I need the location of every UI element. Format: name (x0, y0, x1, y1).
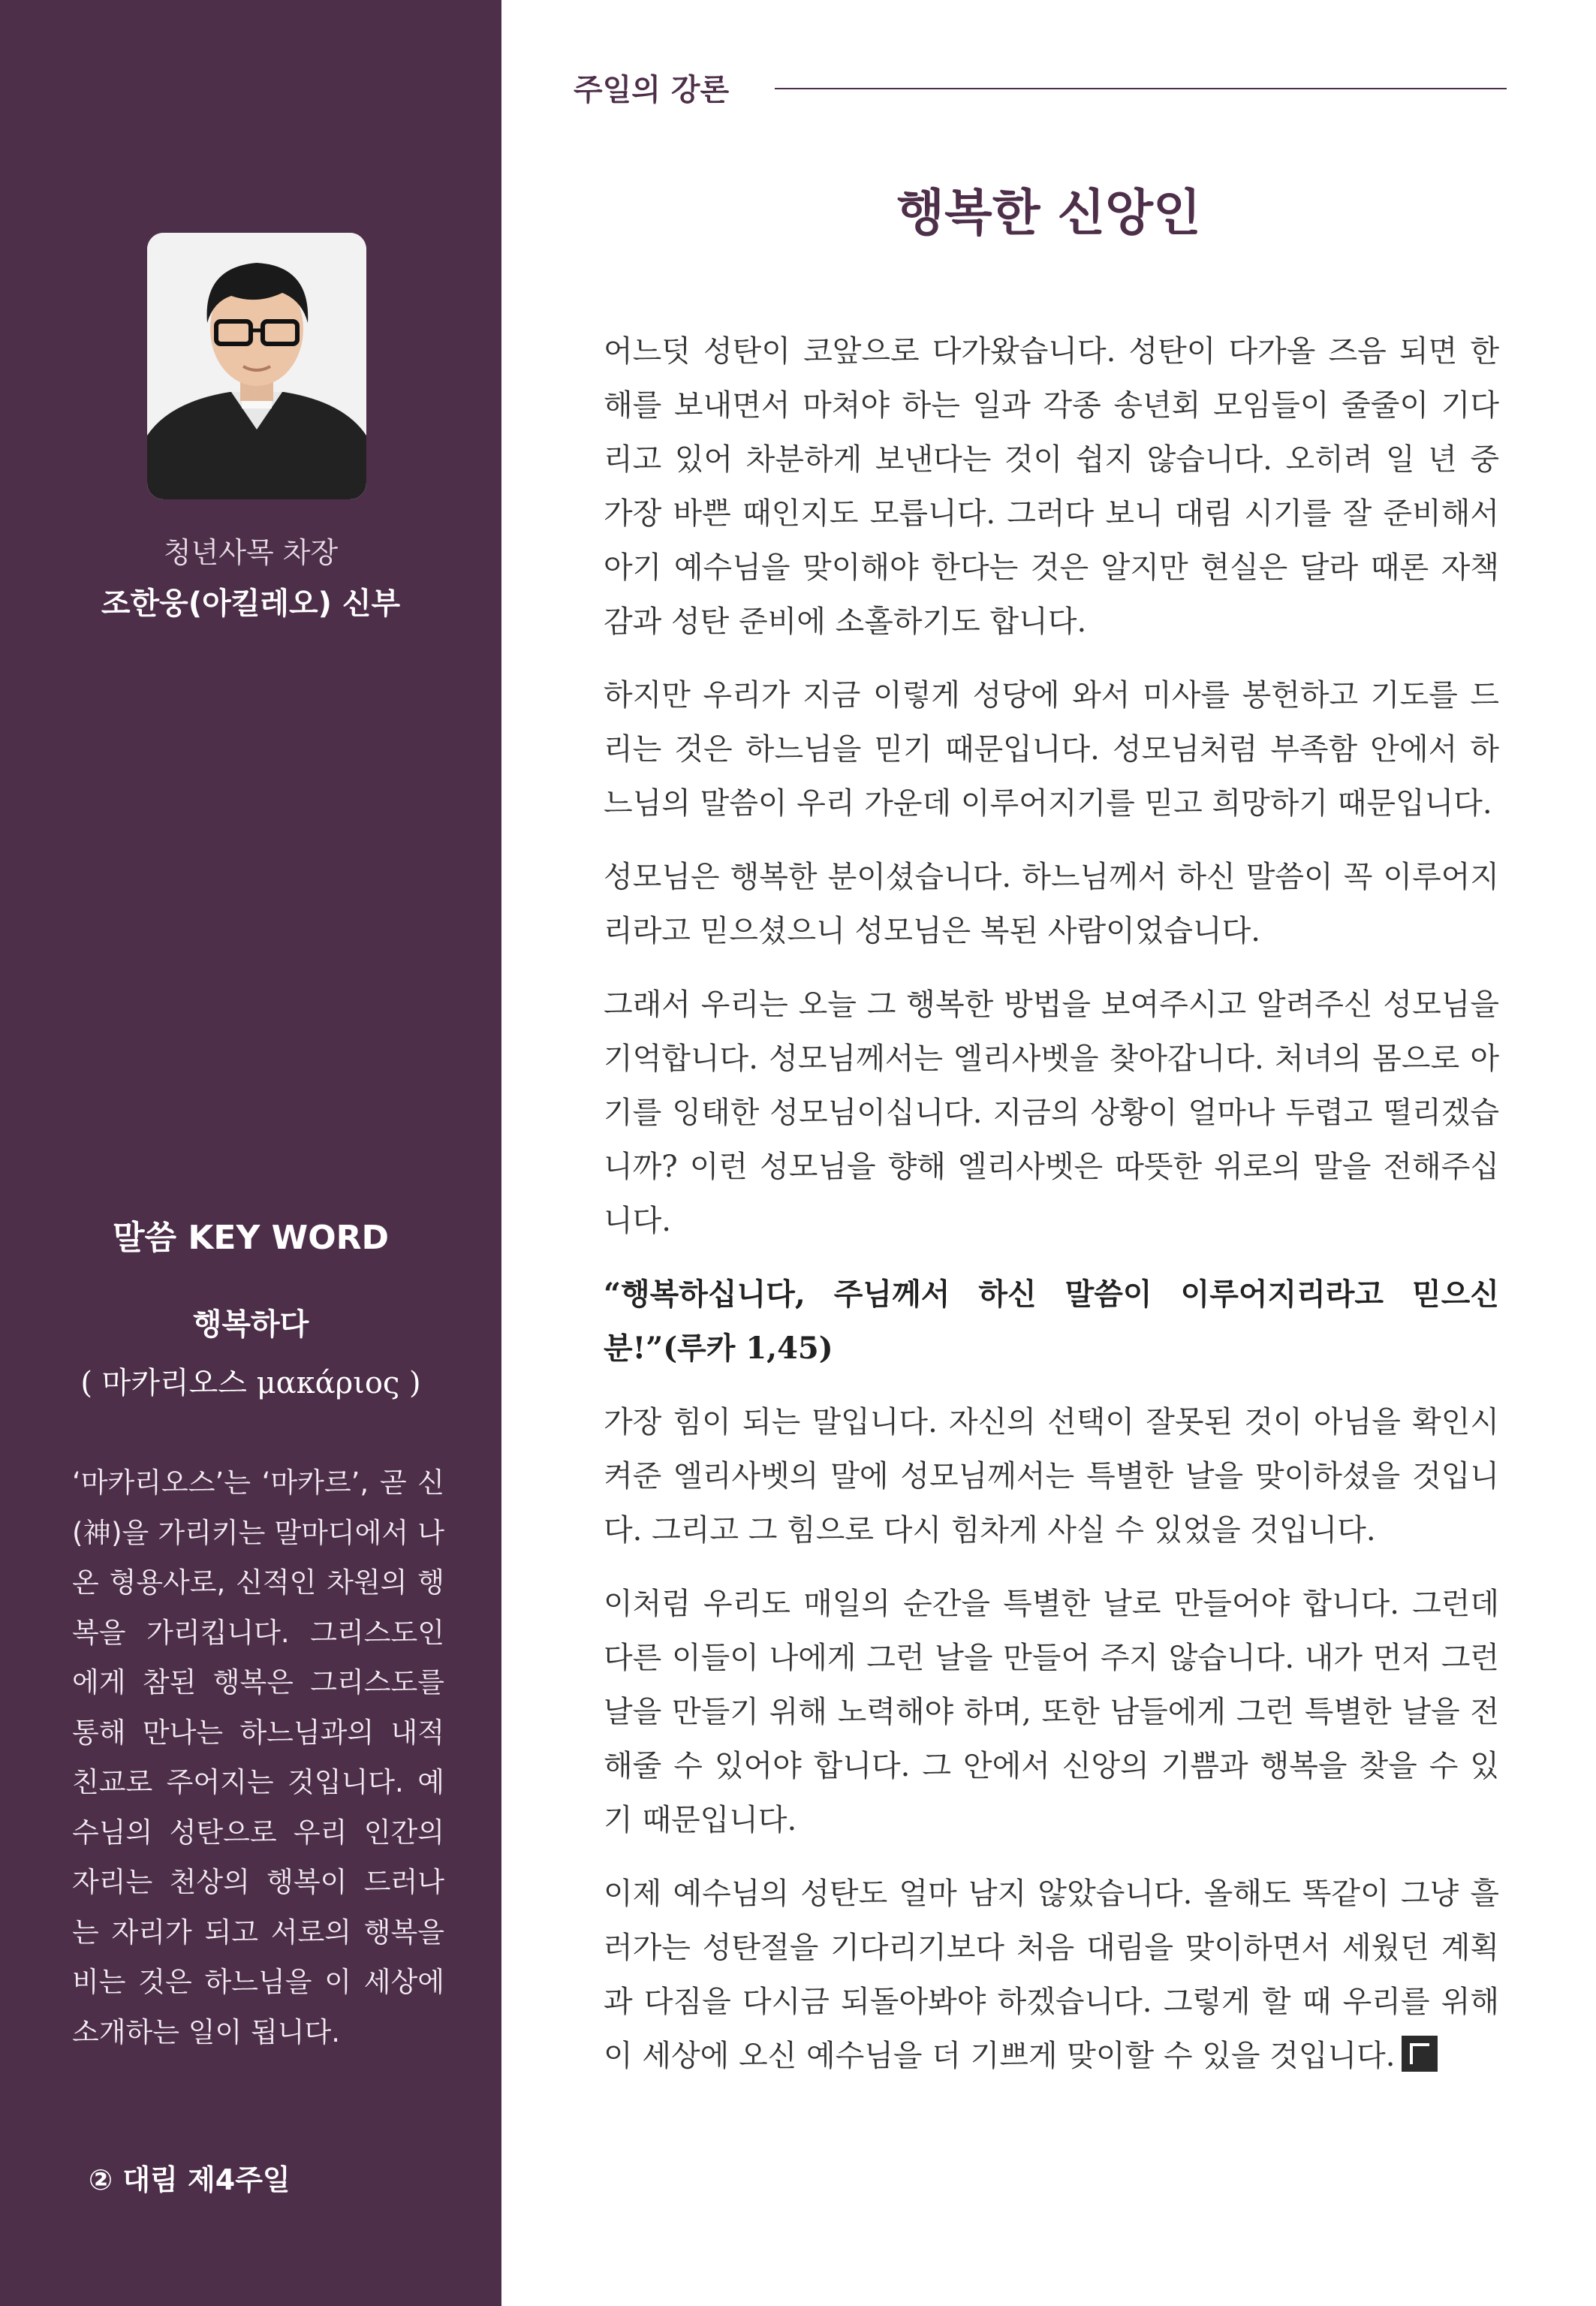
sidebar (0, 0, 501, 2306)
body-paragraph: 그래서 우리는 오늘 그 행복한 방법을 보여주시고 알려주신 성모님을 기억합니다. 성모님께서는 엘리사벳을 찾아갑니다. 처녀의 몸으로 아기를 잉태한 성모님이십니다. 지금의 상황이 얼마나 두렵고 떨리겠습니까? 이런 성모님을 향해 엘리사벳은 따뜻한 위로의 말을 전해주십니다. (604, 987, 1499, 1238)
article-body (604, 324, 1499, 2103)
author-portrait-icon (147, 233, 366, 499)
body-paragraph-text: 이제 예수님의 성탄도 얼마 남지 않았습니다. 올해도 똑같이 그냥 흘러가는 성탄절을 기다리기보다 처음 대림을 맞이하면서 세웠던 계획과 다짐을 다시금 되돌아봐야 하겠습니다. 그렇게 할 때 우리를 위해 이 세상에 오신 예수님을 더 기쁘게 맞이할 수 있을 것입니다. (604, 1876, 1499, 2073)
author-name: 조한웅(아킬레오) 신부 (101, 586, 401, 621)
body-paragraph-last (604, 1867, 1499, 2083)
body-paragraph: 성모님은 행복한 분이셨습니다. 하느님께서 하신 말씀이 꼭 이루어지리라고 믿으셨으니 성모님은 복된 사람이었습니다. (604, 860, 1499, 948)
scripture-quote: “행복하십니다, 주님께서 하신 말씀이 이루어지리라고 믿으신 분!”(루카 1,45) (604, 1277, 1499, 1366)
body-paragraph: 이처럼 우리도 매일의 순간을 특별한 날로 만들어야 합니다. 그런데 다른 이들이 나에게 그런 날을 만들어 주지 않습니다. 내가 먼저 그런 날을 만들기 위해 노력해야 하며, 또한 남들에게 그런 특별한 날을 전해줄 수 있어야 합니다. 그 안에서 신앙의 기쁨과 행복을 찾을 수 있기 때문입니다. (604, 1587, 1499, 1837)
body-paragraph: 어느덧 성탄이 코앞으로 다가왔습니다. 성탄이 다가올 즈음 되면 한 해를 보내면서 마쳐야 하는 일과 각종 송년회 모임들이 줄줄이 기다리고 있어 차분하게 보낸다는 것이 쉽지 않습니다. 오히려 일 년 중 가장 바쁜 때인지도 모릅니다. 그러다 보니 대림 시기를 잘 준비해서 아기 예수님을 맞이해야 한다는 것은 알지만 현실은 달라 때론 자책감과 성탄 준비에 소홀하기도 합니다. (604, 334, 1499, 639)
author-photo (147, 233, 366, 499)
keyword-transliteration: ( 마카리오스 μακάριος ) (80, 1366, 421, 1400)
body-paragraph: 하지만 우리가 지금 이렇게 성당에 와서 미사를 봉헌하고 기도를 드리는 것은 하느님을 믿기 때문입니다. 성모님처럼 부족함 안에서 하느님의 말씀이 우리 가운데 이루어지기를 믿고 희망하기 때문입니다. (604, 678, 1499, 821)
section-divider (775, 88, 1507, 89)
end-mark-icon (1402, 2036, 1438, 2072)
section-label: 주일의 강론 (574, 73, 730, 107)
keyword-term: 행복하다 (192, 1307, 309, 1342)
article-title: 행복한 신앙인 (896, 184, 1201, 242)
keyword-heading: 말씀 KEY WORD (113, 1219, 389, 1257)
author-role: 청년사목 차장 (163, 536, 339, 569)
keyword-description: ‘마카리오스’는 ‘마카르’, 곧 신(神)을 가리키는 말마디에서 나온 형용사로, 신적인 차원의 행복을 가리킵니다. 그리스도인에게 참된 행복은 그리스도를 통해 만나는 하느님과의 내적 친교로 주어지는 것입니다. 예수님의 성탄으로 우리 인간의 자리는 천상의 행복이 드러나는 자리가 되고 서로의 행복을 비는 것은 하느님을 이 세상에 소개하는 일이 됩니다. (72, 1466, 444, 2048)
body-paragraph: 가장 힘이 되는 말입니다. 자신의 선택이 잘못된 것이 아님을 확인시켜준 엘리사벳의 말에 성모님께서는 특별한 날을 맞이하셨을 것입니다. 그리고 그 힘으로 다시 힘차게 사실 수 있었을 것입니다. (604, 1405, 1499, 1548)
page-label: ② 대림 제4주일 (89, 2163, 291, 2196)
